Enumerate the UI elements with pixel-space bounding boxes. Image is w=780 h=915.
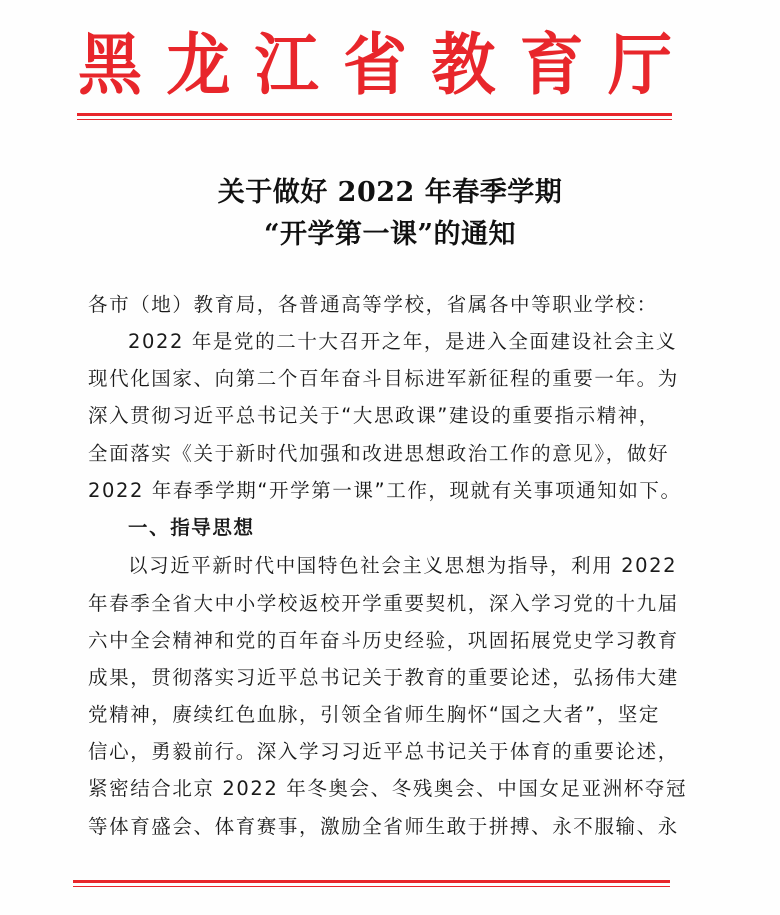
paragraph-line: 紧密结合北京 2022 年冬奥会、冬残奥会、中国女足亚洲杯夺冠 xyxy=(88,777,688,800)
paragraph-line: 以习近平新时代中国特色社会主义思想为指导，利用 2022 xyxy=(128,554,678,577)
masthead-char: 江 xyxy=(254,26,319,105)
footer-rule-thin xyxy=(73,886,670,887)
paragraph-line: 现代化国家、向第二个百年奋斗目标进军新征程的重要一年。为 xyxy=(88,367,679,390)
document-title-line-1: 关于做好 2022 年春季学期 xyxy=(217,177,563,208)
paragraph-line: 2022 年是党的二十大召开之年，是进入全面建设社会主义 xyxy=(128,330,678,353)
paragraph-line: 年春季全省大中小学校返校开学重要契机，深入学习党的十九届 xyxy=(88,592,679,615)
paragraph-line: 六中全会精神和党的百年奋斗历史经验，巩固拓展党史学习教育 xyxy=(88,629,679,652)
masthead-char: 省 xyxy=(342,26,407,105)
document-title-line-2: “开学第一课”的通知 xyxy=(263,219,517,250)
paragraph-line: 党精神，赓续红色血脉，引领全省师生胸怀“国之大者”，坚定 xyxy=(88,703,661,726)
addressee-line: 各市（地）教育局，各普通高等学校，省属各中等职业学校： xyxy=(88,293,658,316)
masthead-title xyxy=(78,26,672,106)
masthead-rule-thick xyxy=(77,113,672,116)
masthead-rule-thin xyxy=(77,119,672,120)
paragraph-line: 全面落实《关于新时代加强和改进思想政治工作的意见》，做好 xyxy=(88,442,670,465)
masthead-char: 龙 xyxy=(166,26,231,105)
paragraph-line: 等体育盛会、体育赛事，激励全省师生敢于拼搏、永不服输、永 xyxy=(88,815,679,838)
masthead-char: 黑 xyxy=(78,26,142,105)
paragraph-line: 成果，贯彻落实习近平总书记关于教育的重要论述，弘扬伟大建 xyxy=(88,666,679,689)
paragraph-line: 深入贯彻习近平总书记关于“大思政课”建设的重要指示精神， xyxy=(88,404,661,427)
masthead-char: 育 xyxy=(519,26,584,105)
masthead-char: 教 xyxy=(431,26,496,105)
section-heading: 一、指导思想 xyxy=(128,516,255,539)
paragraph-line: 2022 年春季学期“开学第一课”工作，现就有关事项通知如下。 xyxy=(88,479,682,502)
footer-rule-thick xyxy=(73,880,670,883)
masthead-char: 厅 xyxy=(607,26,672,105)
paragraph-line: 信心，勇毅前行。深入学习习近平总书记关于体育的重要论述， xyxy=(88,740,679,763)
